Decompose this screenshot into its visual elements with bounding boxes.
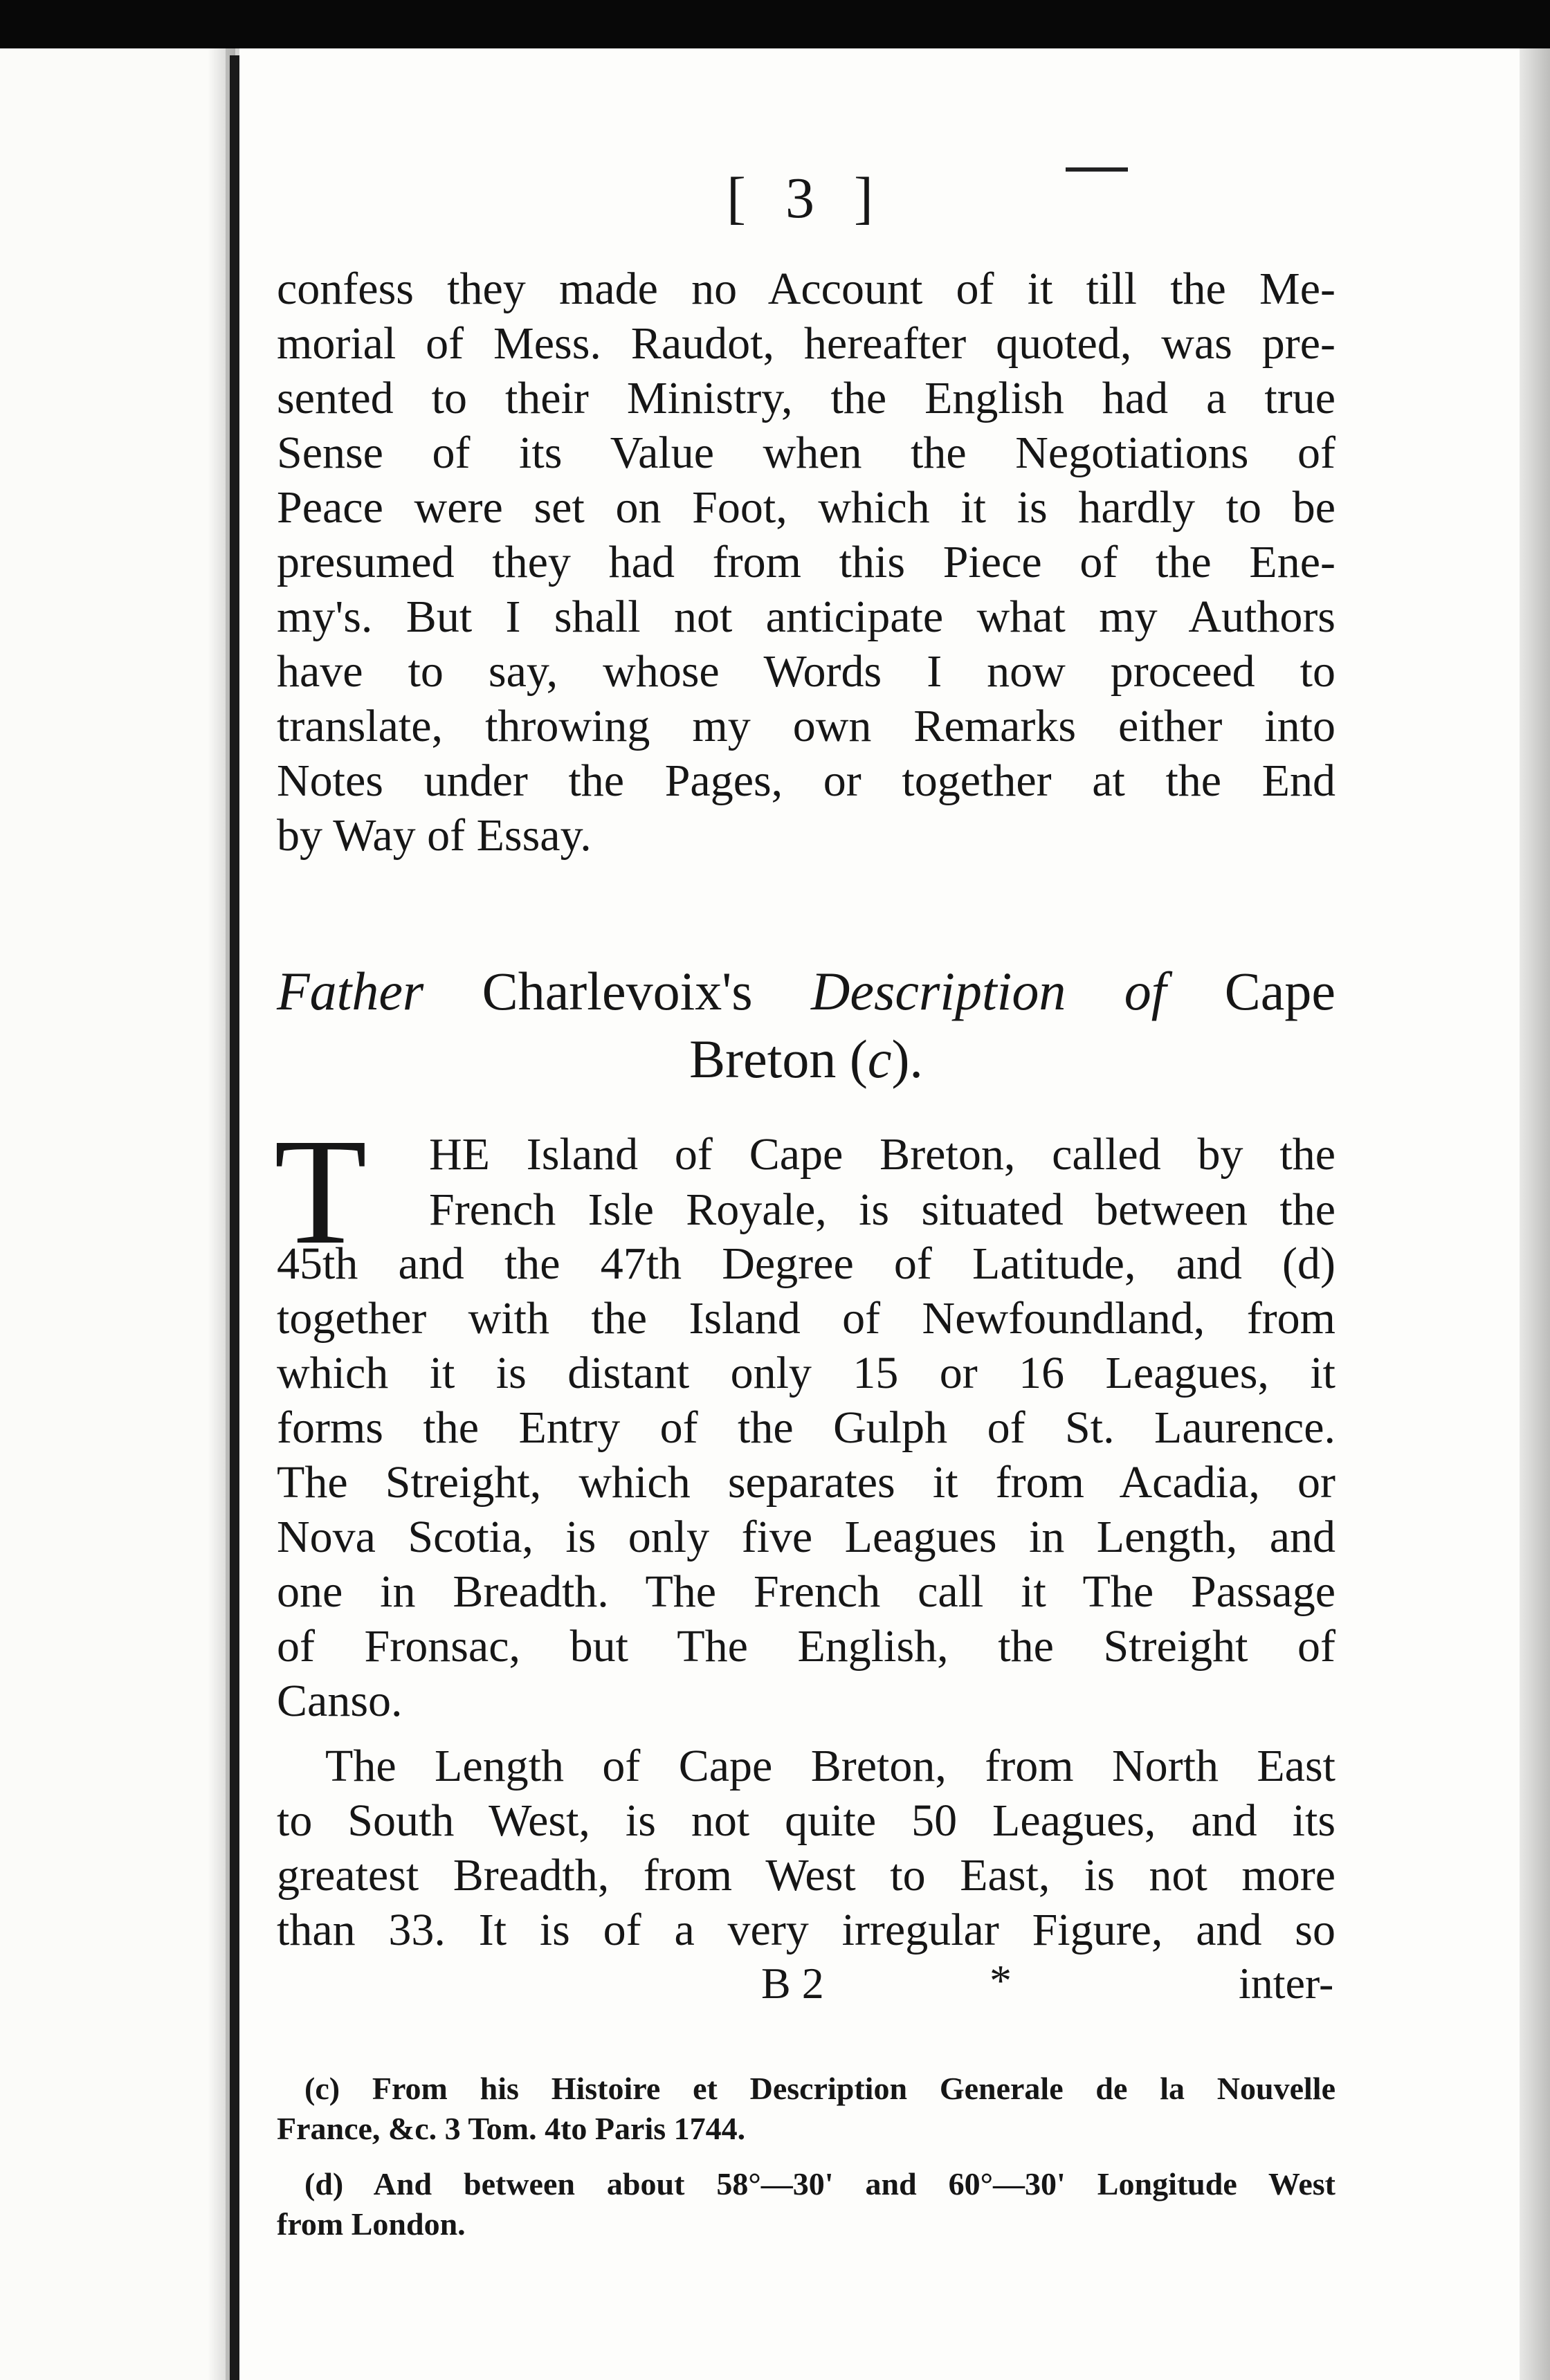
signature-star: * (990, 1956, 1012, 2005)
body-line: sented to their Ministry, the English had a true (277, 373, 1335, 423)
left-page (0, 48, 226, 2380)
section-title-line2: Breton (c). (689, 1029, 923, 1089)
body-line: by Way of Essay. (277, 810, 592, 861)
body-line: The Streight, which separates it from Acadia, or (277, 1457, 1335, 1508)
body-line: Canso. (277, 1676, 403, 1726)
page-gutter (230, 55, 239, 2380)
body-line: which it is distant only 15 or 16 Leagues, it (277, 1348, 1335, 1398)
signature-mark: B 2 (761, 1959, 824, 2008)
section-title: Father Charlevoix's Description of Cape (277, 961, 1336, 1021)
body-line: Notes under the Pages, or together at the End (277, 756, 1335, 806)
footnote-line: (d) And between about 58°—30' and 60°—30' Longitude West (304, 2166, 1335, 2202)
catchword: inter- (1239, 1959, 1334, 2008)
body-line: together with the Island of Newfoundland, from (277, 1293, 1335, 1344)
body-line: than 33. It is of a very irregular Figure, and so (277, 1905, 1335, 1955)
body-line: forms the Entry of the Gulph of St. Laurence. (277, 1402, 1335, 1453)
body-line: my's. But I shall not anticipate what my Authors (277, 592, 1335, 642)
body-line: French Isle Royale, is situated between the (429, 1184, 1335, 1235)
scan-top-border (0, 0, 1550, 48)
body-line: one in Breadth. The French call it The Passage (277, 1566, 1335, 1617)
body-line: greatest Breadth, from West to East, is not more (277, 1850, 1335, 1901)
body-line: to South West, is not quite 50 Leagues, and its (277, 1795, 1335, 1846)
body-line: presumed they had from this Piece of the Ene- (277, 537, 1335, 587)
body-line: translate, throwing my own Remarks either into (277, 701, 1335, 751)
footnote-line: (c) From his Histoire et Description Generale de la Nouvelle (304, 2071, 1335, 2106)
footnote-line: from London. (277, 2206, 466, 2242)
page-edge (1520, 48, 1550, 2380)
body-line: Nova Scotia, is only five Leagues in Length, and (277, 1512, 1335, 1562)
body-line: of Fronsac, but The English, the Streight of (277, 1621, 1335, 1672)
body-line: HE Island of Cape Breton, called by the (429, 1129, 1335, 1180)
drop-cap: T (274, 1107, 367, 1276)
footnote-line: France, &c. 3 Tom. 4to Paris 1744. (277, 2111, 746, 2146)
body-line: The Length of Cape Breton, from North East (325, 1741, 1335, 1791)
body-line: Sense of its Value when the Negotiations of (277, 428, 1335, 478)
body-line: Peace were set on Foot, which it is hardly to be (277, 482, 1335, 533)
body-line: confess they made no Account of it till the Me- (277, 264, 1335, 314)
body-line: 45th and the 47th Degree of Latitude, and (d) (277, 1238, 1335, 1289)
page-head-mark (1066, 167, 1128, 172)
page-number: [ 3 ] (727, 166, 886, 230)
body-line: morial of Mess. Raudot, hereafter quoted, was pre- (277, 318, 1335, 369)
body-line: have to say, whose Words I now proceed to (277, 646, 1335, 697)
